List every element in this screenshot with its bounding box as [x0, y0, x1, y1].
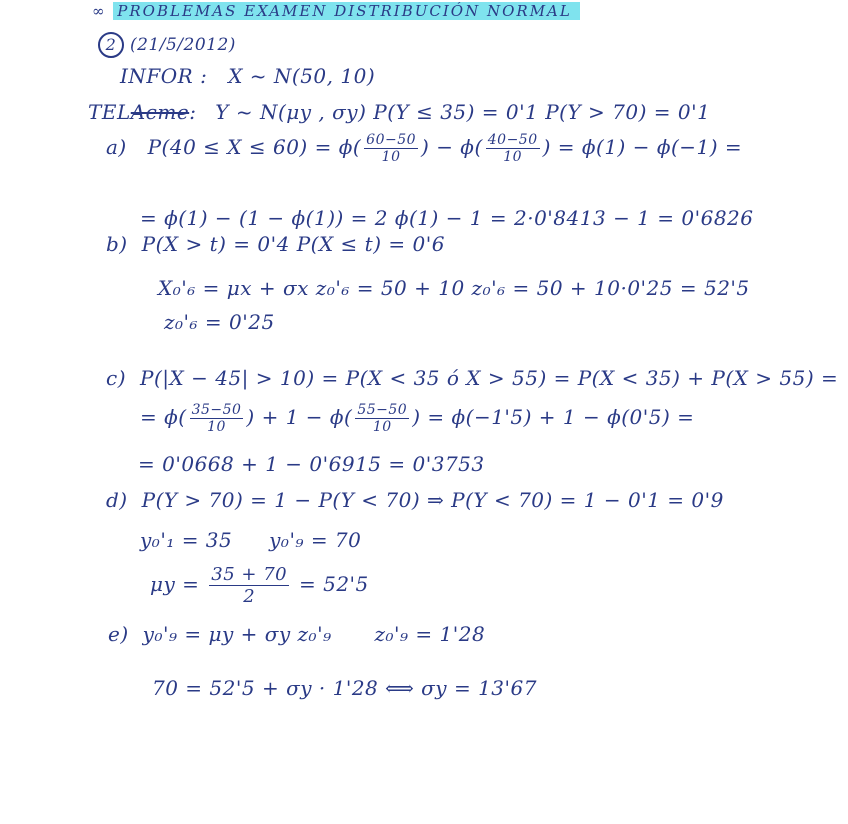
info-line	[120, 64, 375, 88]
section-c-label: c)	[106, 366, 127, 390]
section-d-line3	[150, 564, 369, 607]
problem-number: 2	[98, 32, 124, 58]
tel-line	[88, 100, 710, 124]
c-text-1: P(|X − 45| > 10) = P(X < 35 ó X > 55) = P(X < 35) + P(X > 55) =	[140, 366, 839, 390]
c-f1-den: 10	[207, 419, 226, 435]
c-text-mid: + 1 − ϕ	[261, 405, 345, 429]
c-fraction-2	[355, 402, 409, 435]
d-fraction	[209, 564, 289, 607]
tel-colon: :	[189, 100, 197, 124]
a-text-mid: − ϕ	[436, 135, 475, 159]
d-text-2a: y₀'₁ = 35	[140, 528, 233, 552]
section-a-line2: = ϕ(1) − (1 − ϕ(1)) = 2 ϕ(1) − 1 = 2·0'8413 − 1 = 0'6826	[140, 206, 754, 230]
a-f1-den: 10	[381, 149, 401, 165]
problem-header	[98, 32, 236, 58]
section-d-line2	[140, 528, 361, 552]
section-d-line1	[106, 488, 724, 512]
a-text-end: = ϕ(1) − ϕ(−1) =	[557, 135, 743, 159]
a-f1-num: 60−50	[366, 132, 417, 148]
tel-label: TEL	[88, 100, 131, 124]
c-text-end: = ϕ(−1'5) + 1 − ϕ(0'5) =	[427, 405, 695, 429]
c-fraction-1	[190, 402, 244, 435]
tel-value: Y ~ N(μy , σy) P(Y ≤ 35) = 0'1 P(Y > 70) = 0'1	[215, 100, 711, 124]
section-b-line1	[106, 232, 445, 256]
d-text-start: μy =	[150, 572, 200, 596]
section-b-label: b)	[106, 232, 128, 256]
section-e-line1	[108, 622, 485, 646]
section-e-line2: 70 = 52'5 + σy · 1'28 ⟺ σy = 13'67	[152, 676, 537, 700]
d-text-end: = 52'5	[298, 572, 369, 596]
a-fraction-1	[364, 132, 418, 165]
section-d-label: d)	[106, 488, 128, 512]
e-text-1a: y₀'₉ = μy + σy z₀'₉	[142, 622, 332, 646]
d-f-num: 35 + 70	[211, 564, 288, 585]
c-f2-num: 55−50	[357, 402, 408, 418]
section-a-label: a)	[106, 135, 127, 159]
tel-struck: Acme	[130, 100, 190, 124]
c-f1-num: 35−50	[191, 402, 242, 418]
infinity-icon: ∞	[92, 2, 107, 20]
d-text-1: P(Y > 70) = 1 − P(Y < 70) ⇒ P(Y < 70) = 1 − 0'1 = 0'9	[141, 488, 724, 512]
e-text-1b: z₀'₉ = 1'28	[374, 622, 486, 646]
info-label: INFOR :	[120, 64, 208, 88]
c-f2-den: 10	[372, 419, 392, 435]
problem-date: (21/5/2012)	[130, 35, 236, 55]
a-fraction-2	[486, 132, 540, 165]
section-a-line1: a) P(40 ≤ X ≤ 60) = ϕ( $\frac{60-50}{10}$ ) − ϕ( $\frac{40-50}{10}$ ) = ϕ(1) − ϕ(−1) =	[106, 132, 743, 165]
section-b-line2: X₀'₆ = μx + σx z₀'₆ = 50 + 10 z₀'₆ = 50 + 10·0'25 = 52'5	[158, 276, 750, 300]
section-e-label: e)	[108, 622, 129, 646]
title-highlight: PROBLEMAS EXAMEN DISTRIBUCIÓN NORMAL	[113, 2, 580, 20]
section-c-line1	[106, 366, 838, 390]
d-f-den: 2	[243, 586, 256, 607]
info-value: X ~ N(50, 10)	[228, 64, 376, 88]
a-text-start: P(40 ≤ X ≤ 60) = ϕ	[147, 135, 353, 159]
a-f2-num: 40−50	[487, 132, 538, 148]
c-text-start: = ϕ	[140, 405, 179, 429]
page-title	[92, 0, 580, 22]
a-f2-den: 10	[503, 149, 523, 165]
d-text-2b: y₀'₉ = 70	[269, 528, 362, 552]
b-text-1: P(X > t) = 0'4 P(X ≤ t) = 0'6	[141, 232, 445, 256]
section-c-line2: = ϕ( $\frac{35-50}{10}$ ) + 1 − ϕ( $\frac{55-50}{10}$ ) = ϕ(−1'5) + 1 − ϕ(0'5) =	[140, 402, 695, 435]
section-b-line3: z₀'₆ = 0'25	[164, 310, 275, 334]
section-c-line3: = 0'0668 + 1 − 0'6915 = 0'3753	[138, 452, 485, 476]
